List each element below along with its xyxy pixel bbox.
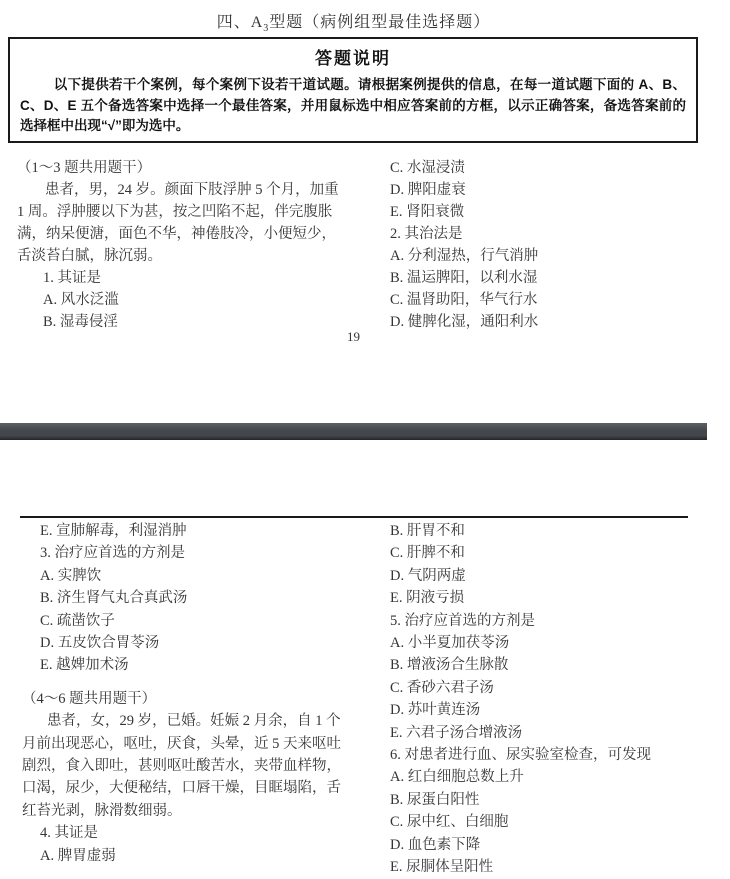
option-line: E. 阴液亏损 xyxy=(390,590,465,607)
page2-left-column xyxy=(22,520,362,867)
option-line: E. 越婢加术汤 xyxy=(40,657,129,674)
case-stem-line: 口渴，尿少，大便秘结，口唇干燥，目眶塌陷，舌 xyxy=(22,780,341,797)
case-stem-line: 患者，男，24 岁。颜面下肢浮肿 5 个月，加重 xyxy=(45,182,339,198)
option-line: B. 增液汤合生脉散 xyxy=(390,657,509,674)
option-line: 2. 其治法是 xyxy=(390,226,463,242)
section-title-subscript: 3 xyxy=(263,23,270,35)
option-line: 6. 对患者进行血、尿实验室检查，可发现 xyxy=(390,747,651,764)
option-line: C. 香砂六君子汤 xyxy=(390,679,494,696)
option-line: D. 脾阳虚衰 xyxy=(390,182,466,198)
case-stem-line: 满，纳呆便溏，面色不华，神倦肢冷，小便短少， xyxy=(17,226,336,242)
option-line: D. 苏叶黄连汤 xyxy=(390,702,481,719)
section-title xyxy=(0,9,707,34)
question-group-header: （1～3 题共用题干） xyxy=(17,160,152,176)
page2-right-column xyxy=(390,520,730,879)
option-line: B. 湿毒侵淫 xyxy=(43,314,118,330)
option-line: B. 肝胃不和 xyxy=(390,523,465,539)
option-line: C. 尿中红、白细胞 xyxy=(390,814,509,831)
page2-top-rule xyxy=(20,516,688,518)
option-line: D. 五皮饮合胃苓汤 xyxy=(40,635,160,652)
case-stem-line: 红苔光剥，脉滑数细弱。 xyxy=(22,802,182,819)
case-stem-line: 月前出现恶心，呕吐，厌食，头晕，近 5 天来呕吐 xyxy=(22,735,341,752)
page-number: 19 xyxy=(347,329,360,344)
page1-left-column xyxy=(17,157,357,333)
case-stem-line: 患者，女，29 岁，已婚。妊娠 2 月余，自 1 个 xyxy=(47,713,341,730)
option-line: B. 尿蛋白阳性 xyxy=(390,791,480,808)
option-line: E. 宣肺解毒，利湿消肿 xyxy=(40,523,187,539)
case-stem-line: 舌淡苔白腻，脉沉弱。 xyxy=(17,248,162,264)
option-line: D. 血色素下降 xyxy=(390,836,481,853)
option-line: A. 红白细胞总数上升 xyxy=(390,769,524,786)
option-line: E. 肾阳衰微 xyxy=(390,204,465,220)
instructions-body: 以下提供若干个案例，每个案例下设若干道试题。请根据案例提供的信息，在每一道试题下面的 A、B、C、D、E 五个备选答案中选择一个最佳答案，并用鼠标选中相应答案前的方框，以示正确答案，备选答案前的选择框中出现“√”即为选中。 xyxy=(20,77,686,133)
case-stem-line: 剧烈，食入即吐，甚则呕吐酸苦水，夹带血样物， xyxy=(22,758,341,775)
section-title-rest: 型题（病例组型最佳选择题） xyxy=(269,14,491,31)
option-line: A. 分利湿热，行气消肿 xyxy=(390,248,539,264)
option-line: C. 温肾助阳，华气行水 xyxy=(390,292,538,308)
option-line: 3. 治疗应首选的方剂是 xyxy=(40,545,185,562)
option-line: D. 气阴两虚 xyxy=(390,567,466,584)
page1-right-column xyxy=(390,157,730,333)
option-line: C. 疏凿饮子 xyxy=(40,612,115,629)
option-line: A. 风水泛滥 xyxy=(43,292,119,308)
option-line: 1. 其证是 xyxy=(43,270,101,286)
instructions-box xyxy=(8,37,698,143)
page-break-divider xyxy=(0,423,707,440)
instructions-title: 答题说明 xyxy=(315,49,391,68)
question-group-header: （4～6 题共用题干） xyxy=(22,690,157,707)
option-line: E. 尿胴体呈阳性 xyxy=(390,859,494,876)
option-line: B. 温运脾阳，以利水湿 xyxy=(390,270,538,286)
option-line: B. 济生肾气丸合真武汤 xyxy=(40,590,188,607)
option-line: A. 脾胃虚弱 xyxy=(40,847,116,864)
option-line: E. 六君子汤合增液汤 xyxy=(390,724,523,741)
option-line: 5. 治疗应首选的方剂是 xyxy=(390,612,535,629)
option-line: 4. 其证是 xyxy=(40,825,98,842)
option-line: D. 健脾化湿，通阳利水 xyxy=(390,314,539,330)
case-stem-line: 1 周。浮肿腰以下为甚，按之凹陷不起，伴完腹胀 xyxy=(17,204,333,220)
section-title-text: 四、A xyxy=(216,14,264,31)
option-line: A. 小半夏加茯苓汤 xyxy=(390,635,510,652)
option-line: C. 肝脾不和 xyxy=(390,545,465,562)
option-line: A. 实脾饮 xyxy=(40,567,102,584)
option-line: C. 水湿浸渍 xyxy=(390,160,465,176)
